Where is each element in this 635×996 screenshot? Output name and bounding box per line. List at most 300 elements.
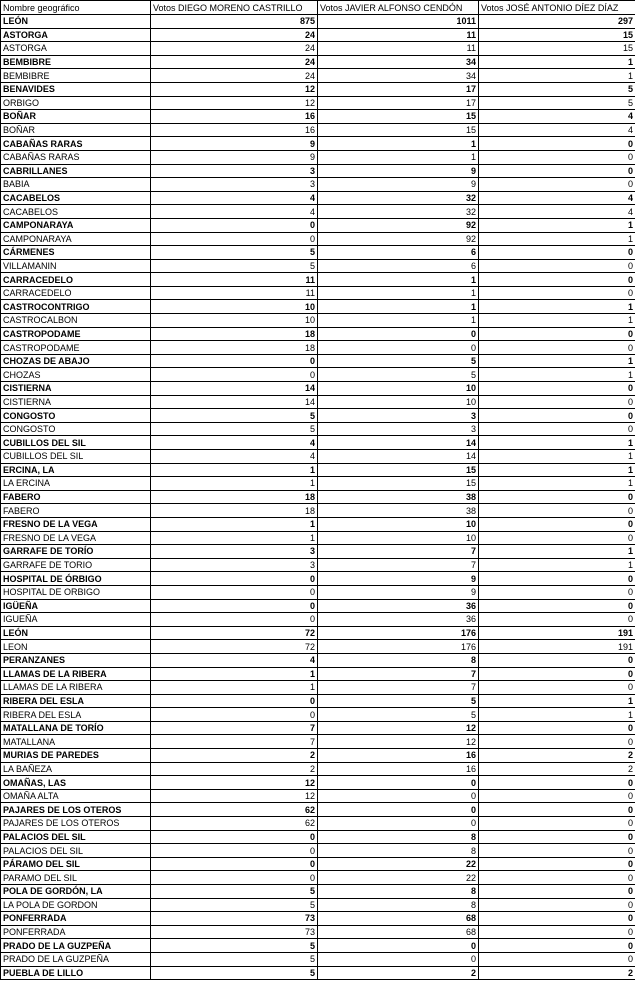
place-name-cell: CACABELOS xyxy=(1,205,151,219)
municipality-row xyxy=(1,110,635,124)
place-name-cell: PUEBLA DE LILLO xyxy=(1,966,151,980)
place-name-cell: PONFERRADA xyxy=(1,925,151,939)
votes-diez-cell: 0 xyxy=(479,341,635,355)
votes-moreno-cell: 24 xyxy=(151,69,318,83)
municipality-row xyxy=(1,137,635,151)
votes-moreno-cell: 1 xyxy=(151,681,318,695)
votes-diez-cell: 0 xyxy=(479,898,635,912)
votes-alfonso-cell: 15 xyxy=(318,110,479,124)
votes-diez-cell: 0 xyxy=(479,599,635,613)
locality-row xyxy=(1,259,635,273)
votes-diez-cell: 0 xyxy=(479,735,635,749)
place-name-cell: CABRILLANES xyxy=(1,164,151,178)
votes-diez-cell: 0 xyxy=(479,830,635,844)
municipality-row xyxy=(1,653,635,667)
votes-moreno-cell: 1 xyxy=(151,477,318,491)
votes-moreno-cell: 0 xyxy=(151,694,318,708)
votes-moreno-cell: 5 xyxy=(151,246,318,260)
municipality-row xyxy=(1,939,635,953)
votes-diez-cell: 0 xyxy=(479,653,635,667)
votes-diez-cell: 1 xyxy=(479,354,635,368)
votes-diez-cell: 0 xyxy=(479,327,635,341)
locality-row xyxy=(1,286,635,300)
locality-row xyxy=(1,558,635,572)
locality-row xyxy=(1,585,635,599)
votes-moreno-cell: 7 xyxy=(151,721,318,735)
municipality-row xyxy=(1,15,635,29)
place-name-cell: LLAMAS DE LA RIBERA xyxy=(1,667,151,681)
votes-moreno-cell: 0 xyxy=(151,368,318,382)
votes-diez-cell: 4 xyxy=(479,110,635,124)
votes-diez-cell: 0 xyxy=(479,259,635,273)
votes-diez-cell: 1 xyxy=(479,436,635,450)
municipality-row xyxy=(1,82,635,96)
municipality-row xyxy=(1,490,635,504)
place-name-cell: MATALLANA xyxy=(1,735,151,749)
votes-alfonso-cell: 22 xyxy=(318,871,479,885)
place-name-cell: OMAÑA ALTA xyxy=(1,789,151,803)
place-name-cell: CUBILLOS DEL SIL xyxy=(1,436,151,450)
place-name-cell: BOÑAR xyxy=(1,123,151,137)
place-name-cell: BENAVIDES xyxy=(1,82,151,96)
votes-diez-cell: 0 xyxy=(479,925,635,939)
municipality-row xyxy=(1,966,635,980)
votes-moreno-cell: 4 xyxy=(151,450,318,464)
votes-moreno-cell: 2 xyxy=(151,762,318,776)
votes-diez-cell: 1 xyxy=(479,218,635,232)
municipality-row xyxy=(1,912,635,926)
votes-diez-cell: 0 xyxy=(479,150,635,164)
municipality-row xyxy=(1,164,635,178)
place-name-cell: IGUEÑA xyxy=(1,613,151,627)
place-name-cell: IGÜEÑA xyxy=(1,599,151,613)
locality-row xyxy=(1,422,635,436)
votes-alfonso-cell: 15 xyxy=(318,477,479,491)
place-name-cell: ORBIGO xyxy=(1,96,151,110)
municipality-row xyxy=(1,885,635,899)
votes-moreno-cell: 1 xyxy=(151,463,318,477)
votes-moreno-cell: 62 xyxy=(151,803,318,817)
locality-row xyxy=(1,789,635,803)
votes-moreno-cell: 12 xyxy=(151,82,318,96)
place-name-cell: MURIAS DE PAREDES xyxy=(1,749,151,763)
votes-moreno-cell: 0 xyxy=(151,871,318,885)
place-name-cell: FABERO xyxy=(1,504,151,518)
votes-diez-cell: 0 xyxy=(479,572,635,586)
place-name-cell: FRESNO DE LA VEGA xyxy=(1,517,151,531)
votes-moreno-cell: 18 xyxy=(151,341,318,355)
place-name-cell: CASTROCONTRIGO xyxy=(1,300,151,314)
place-name-cell: CONGOSTO xyxy=(1,409,151,423)
votes-diez-cell: 5 xyxy=(479,96,635,110)
municipality-row xyxy=(1,599,635,613)
locality-row xyxy=(1,477,635,491)
locality-row xyxy=(1,232,635,246)
locality-row xyxy=(1,205,635,219)
votes-alfonso-cell: 3 xyxy=(318,409,479,423)
votes-moreno-cell: 12 xyxy=(151,776,318,790)
votes-alfonso-cell: 0 xyxy=(318,952,479,966)
votes-moreno-cell: 24 xyxy=(151,55,318,69)
votes-alfonso-cell: 1 xyxy=(318,150,479,164)
votes-alfonso-cell: 176 xyxy=(318,626,479,640)
votes-moreno-cell: 5 xyxy=(151,966,318,980)
votes-diez-cell: 0 xyxy=(479,504,635,518)
municipality-row xyxy=(1,721,635,735)
votes-moreno-cell: 0 xyxy=(151,613,318,627)
place-name-cell: CHOZAS DE ABAJO xyxy=(1,354,151,368)
votes-moreno-cell: 875 xyxy=(151,15,318,29)
votes-moreno-cell: 1 xyxy=(151,667,318,681)
votes-diez-cell: 1 xyxy=(479,368,635,382)
place-name-cell: PÁRAMO DEL SIL xyxy=(1,857,151,871)
municipality-row xyxy=(1,300,635,314)
votes-alfonso-cell: 36 xyxy=(318,613,479,627)
votes-alfonso-cell: 5 xyxy=(318,694,479,708)
votes-alfonso-cell: 68 xyxy=(318,912,479,926)
place-name-cell: BEMBIBRE xyxy=(1,55,151,69)
votes-alfonso-cell: 15 xyxy=(318,463,479,477)
votes-diez-cell: 1 xyxy=(479,314,635,328)
locality-row xyxy=(1,150,635,164)
municipality-row xyxy=(1,517,635,531)
place-name-cell: VILLAMANIN xyxy=(1,259,151,273)
locality-row xyxy=(1,42,635,56)
place-name-cell: FABERO xyxy=(1,490,151,504)
place-name-cell: CASTROPODAME xyxy=(1,341,151,355)
votes-diez-cell: 191 xyxy=(479,626,635,640)
votes-alfonso-cell: 176 xyxy=(318,640,479,654)
locality-row xyxy=(1,531,635,545)
votes-diez-cell: 0 xyxy=(479,395,635,409)
votes-moreno-cell: 16 xyxy=(151,123,318,137)
votes-diez-cell: 0 xyxy=(479,871,635,885)
votes-diez-cell: 0 xyxy=(479,817,635,831)
votes-diez-cell: 0 xyxy=(479,912,635,926)
locality-row xyxy=(1,735,635,749)
votes-diez-cell: 1 xyxy=(479,55,635,69)
votes-alfonso-cell: 7 xyxy=(318,558,479,572)
votes-diez-cell: 2 xyxy=(479,749,635,763)
votes-diez-cell: 1 xyxy=(479,558,635,572)
votes-diez-cell: 1 xyxy=(479,545,635,559)
votes-alfonso-cell: 0 xyxy=(318,939,479,953)
header-row xyxy=(1,1,635,15)
locality-row xyxy=(1,681,635,695)
votes-diez-cell: 1 xyxy=(479,69,635,83)
locality-row xyxy=(1,844,635,858)
place-name-cell: CHOZAS xyxy=(1,368,151,382)
place-name-cell: PARAMO DEL SIL xyxy=(1,871,151,885)
municipality-row xyxy=(1,273,635,287)
place-name-cell: ASTORGA xyxy=(1,28,151,42)
votes-diez-cell: 0 xyxy=(479,382,635,396)
votes-alfonso-cell: 5 xyxy=(318,354,479,368)
votes-alfonso-cell: 15 xyxy=(318,123,479,137)
votes-moreno-cell: 5 xyxy=(151,939,318,953)
locality-row xyxy=(1,504,635,518)
votes-diez-cell: 297 xyxy=(479,15,635,29)
place-name-cell: PRADO DE LA GUZPEÑA xyxy=(1,939,151,953)
votes-diez-cell: 0 xyxy=(479,164,635,178)
votes-diez-cell: 0 xyxy=(479,517,635,531)
votes-diez-cell: 0 xyxy=(479,286,635,300)
place-name-cell: CAMPONARAYA xyxy=(1,232,151,246)
votes-diez-cell: 1 xyxy=(479,450,635,464)
votes-alfonso-cell: 1 xyxy=(318,300,479,314)
municipality-row xyxy=(1,694,635,708)
votes-moreno-cell: 4 xyxy=(151,436,318,450)
locality-row xyxy=(1,817,635,831)
place-name-cell: CACABELOS xyxy=(1,191,151,205)
votes-alfonso-cell: 11 xyxy=(318,42,479,56)
locality-row xyxy=(1,178,635,192)
votes-alfonso-cell: 7 xyxy=(318,667,479,681)
votes-diez-cell: 191 xyxy=(479,640,635,654)
place-name-cell: CONGOSTO xyxy=(1,422,151,436)
place-name-cell: ASTORGA xyxy=(1,42,151,56)
votes-moreno-cell: 0 xyxy=(151,830,318,844)
place-name-cell: BEMBIBRE xyxy=(1,69,151,83)
votes-alfonso-cell: 8 xyxy=(318,844,479,858)
place-name-cell: HOSPITAL DE ORBIGO xyxy=(1,585,151,599)
votes-diez-cell: 1 xyxy=(479,232,635,246)
votes-alfonso-cell: 1 xyxy=(318,273,479,287)
votes-diez-cell: 0 xyxy=(479,137,635,151)
municipality-row xyxy=(1,803,635,817)
votes-alfonso-cell: 38 xyxy=(318,504,479,518)
votes-alfonso-cell: 10 xyxy=(318,531,479,545)
votes-alfonso-cell: 3 xyxy=(318,422,479,436)
votes-diez-cell: 0 xyxy=(479,885,635,899)
votes-moreno-cell: 12 xyxy=(151,789,318,803)
place-name-cell: ERCINA, LA xyxy=(1,463,151,477)
votes-moreno-cell: 4 xyxy=(151,653,318,667)
place-name-cell: POLA DE GORDÓN, LA xyxy=(1,885,151,899)
votes-moreno-cell: 16 xyxy=(151,110,318,124)
place-name-cell: CASTROCALBON xyxy=(1,314,151,328)
votes-moreno-cell: 10 xyxy=(151,314,318,328)
votes-moreno-cell: 10 xyxy=(151,300,318,314)
municipality-row xyxy=(1,436,635,450)
votes-alfonso-cell: 0 xyxy=(318,803,479,817)
votes-diez-cell: 0 xyxy=(479,613,635,627)
votes-moreno-cell: 14 xyxy=(151,382,318,396)
votes-moreno-cell: 24 xyxy=(151,42,318,56)
votes-alfonso-cell: 8 xyxy=(318,830,479,844)
place-name-cell: GARRAFE DE TORIO xyxy=(1,558,151,572)
municipality-row xyxy=(1,218,635,232)
votes-moreno-cell: 5 xyxy=(151,409,318,423)
votes-alfonso-cell: 12 xyxy=(318,735,479,749)
locality-row xyxy=(1,925,635,939)
votes-alfonso-cell: 9 xyxy=(318,164,479,178)
votes-alfonso-cell: 68 xyxy=(318,925,479,939)
votes-moreno-cell: 1 xyxy=(151,517,318,531)
municipality-row xyxy=(1,749,635,763)
place-name-cell: PALACIOS DEL SIL xyxy=(1,844,151,858)
votes-alfonso-cell: 10 xyxy=(318,382,479,396)
votes-alfonso-cell: 1 xyxy=(318,137,479,151)
votes-moreno-cell: 18 xyxy=(151,327,318,341)
votes-diez-cell: 0 xyxy=(479,952,635,966)
municipality-row xyxy=(1,409,635,423)
locality-row xyxy=(1,871,635,885)
municipality-row xyxy=(1,55,635,69)
votes-diez-cell: 0 xyxy=(479,246,635,260)
votes-diez-cell: 1 xyxy=(479,694,635,708)
votes-alfonso-cell: 1011 xyxy=(318,15,479,29)
votes-diez-cell: 4 xyxy=(479,123,635,137)
votes-alfonso-cell: 17 xyxy=(318,96,479,110)
votes-moreno-cell: 0 xyxy=(151,218,318,232)
place-name-cell: GARRAFE DE TORÍO xyxy=(1,545,151,559)
votes-moreno-cell: 11 xyxy=(151,273,318,287)
votes-diez-cell: 0 xyxy=(479,409,635,423)
votes-diez-cell: 0 xyxy=(479,939,635,953)
votes-moreno-cell: 0 xyxy=(151,585,318,599)
votes-moreno-cell: 7 xyxy=(151,735,318,749)
votes-moreno-cell: 18 xyxy=(151,490,318,504)
place-name-cell: LLAMAS DE LA RIBERA xyxy=(1,681,151,695)
locality-row xyxy=(1,96,635,110)
votes-moreno-cell: 0 xyxy=(151,232,318,246)
votes-moreno-cell: 0 xyxy=(151,599,318,613)
votes-diez-cell: 1 xyxy=(479,708,635,722)
votes-alfonso-cell: 9 xyxy=(318,572,479,586)
votes-moreno-cell: 62 xyxy=(151,817,318,831)
place-name-cell: LA POLA DE GORDON xyxy=(1,898,151,912)
votes-alfonso-cell: 9 xyxy=(318,178,479,192)
votes-alfonso-cell: 92 xyxy=(318,232,479,246)
place-name-cell: PRADO DE LA GUZPEÑA xyxy=(1,952,151,966)
place-name-cell: OMAÑAS, LAS xyxy=(1,776,151,790)
votes-alfonso-cell: 34 xyxy=(318,55,479,69)
votes-alfonso-cell: 8 xyxy=(318,898,479,912)
votes-diez-cell: 0 xyxy=(479,273,635,287)
place-name-cell: CARRACEDELO xyxy=(1,286,151,300)
locality-row xyxy=(1,613,635,627)
municipality-row xyxy=(1,354,635,368)
votes-moreno-cell: 0 xyxy=(151,857,318,871)
votes-alfonso-cell: 6 xyxy=(318,259,479,273)
votes-moreno-cell: 73 xyxy=(151,912,318,926)
votes-alfonso-cell: 10 xyxy=(318,395,479,409)
votes-alfonso-cell: 7 xyxy=(318,545,479,559)
votes-alfonso-cell: 8 xyxy=(318,653,479,667)
place-name-cell: MATALLANA DE TORÍO xyxy=(1,721,151,735)
votes-diez-cell: 0 xyxy=(479,857,635,871)
locality-row xyxy=(1,708,635,722)
votes-moreno-cell: 0 xyxy=(151,572,318,586)
place-name-cell: CISTIERNA xyxy=(1,382,151,396)
votes-moreno-cell: 3 xyxy=(151,545,318,559)
municipality-row xyxy=(1,857,635,871)
locality-row xyxy=(1,395,635,409)
votes-diez-cell: 0 xyxy=(479,178,635,192)
votes-diez-cell: 1 xyxy=(479,463,635,477)
votes-moreno-cell: 14 xyxy=(151,395,318,409)
votes-alfonso-cell: 38 xyxy=(318,490,479,504)
votes-moreno-cell: 73 xyxy=(151,925,318,939)
locality-row xyxy=(1,450,635,464)
votes-diez-cell: 2 xyxy=(479,762,635,776)
votes-diez-cell: 0 xyxy=(479,844,635,858)
votes-alfonso-cell: 22 xyxy=(318,857,479,871)
votes-diez-cell: 1 xyxy=(479,300,635,314)
municipality-row xyxy=(1,626,635,640)
place-name-cell: RIBERA DEL ESLA xyxy=(1,708,151,722)
votes-moreno-cell: 72 xyxy=(151,640,318,654)
votes-alfonso-cell: 1 xyxy=(318,286,479,300)
place-name-cell: FRESNO DE LA VEGA xyxy=(1,531,151,545)
votes-alfonso-cell: 11 xyxy=(318,28,479,42)
municipality-row xyxy=(1,246,635,260)
votes-diez-cell: 0 xyxy=(479,422,635,436)
votes-alfonso-cell: 17 xyxy=(318,82,479,96)
municipality-row xyxy=(1,382,635,396)
place-name-cell: PERANZANES xyxy=(1,653,151,667)
votes-alfonso-cell: 7 xyxy=(318,681,479,695)
place-name-cell: CAMPONARAYA xyxy=(1,218,151,232)
votes-moreno-cell: 72 xyxy=(151,626,318,640)
votes-diez-cell: 15 xyxy=(479,28,635,42)
municipality-row xyxy=(1,830,635,844)
votes-diez-cell: 0 xyxy=(479,585,635,599)
place-name-cell: PONFERRADA xyxy=(1,912,151,926)
votes-alfonso-cell: 2 xyxy=(318,966,479,980)
votes-moreno-cell: 2 xyxy=(151,749,318,763)
votes-alfonso-cell: 12 xyxy=(318,721,479,735)
municipality-row xyxy=(1,463,635,477)
place-name-cell: CARRACEDELO xyxy=(1,273,151,287)
votes-diez-cell: 15 xyxy=(479,42,635,56)
votes-moreno-cell: 11 xyxy=(151,286,318,300)
place-name-cell: PAJARES DE LOS OTEROS xyxy=(1,803,151,817)
votes-moreno-cell: 18 xyxy=(151,504,318,518)
place-name-cell: LEÓN xyxy=(1,15,151,29)
place-name-cell: LA BAÑEZA xyxy=(1,762,151,776)
votes-moreno-cell: 4 xyxy=(151,191,318,205)
votes-diez-cell: 0 xyxy=(479,681,635,695)
votes-moreno-cell: 9 xyxy=(151,150,318,164)
municipality-row xyxy=(1,572,635,586)
votes-alfonso-cell: 32 xyxy=(318,191,479,205)
municipality-row xyxy=(1,545,635,559)
locality-row xyxy=(1,69,635,83)
votes-diez-cell: 5 xyxy=(479,82,635,96)
place-name-cell: RIBERA DEL ESLA xyxy=(1,694,151,708)
municipality-row xyxy=(1,776,635,790)
votes-alfonso-cell: 0 xyxy=(318,789,479,803)
votes-alfonso-cell: 36 xyxy=(318,599,479,613)
header-votes-diego-moreno-castrillo: Votos DIEGO MORENO CASTRILLO xyxy=(151,1,318,15)
votes-diez-cell: 0 xyxy=(479,531,635,545)
votes-moreno-cell: 12 xyxy=(151,96,318,110)
place-name-cell: LEON xyxy=(1,640,151,654)
header-place-name: Nombre geográfico xyxy=(1,1,151,15)
locality-row xyxy=(1,368,635,382)
votes-moreno-cell: 0 xyxy=(151,844,318,858)
votes-moreno-cell: 3 xyxy=(151,178,318,192)
votes-moreno-cell: 3 xyxy=(151,558,318,572)
municipality-row xyxy=(1,191,635,205)
votes-alfonso-cell: 14 xyxy=(318,450,479,464)
locality-row xyxy=(1,762,635,776)
municipality-row xyxy=(1,28,635,42)
votes-alfonso-cell: 6 xyxy=(318,246,479,260)
header-votes-jose-antonio-diez-diaz: Votos JOSÉ ANTONIO DÍEZ DÍAZ xyxy=(479,1,635,15)
